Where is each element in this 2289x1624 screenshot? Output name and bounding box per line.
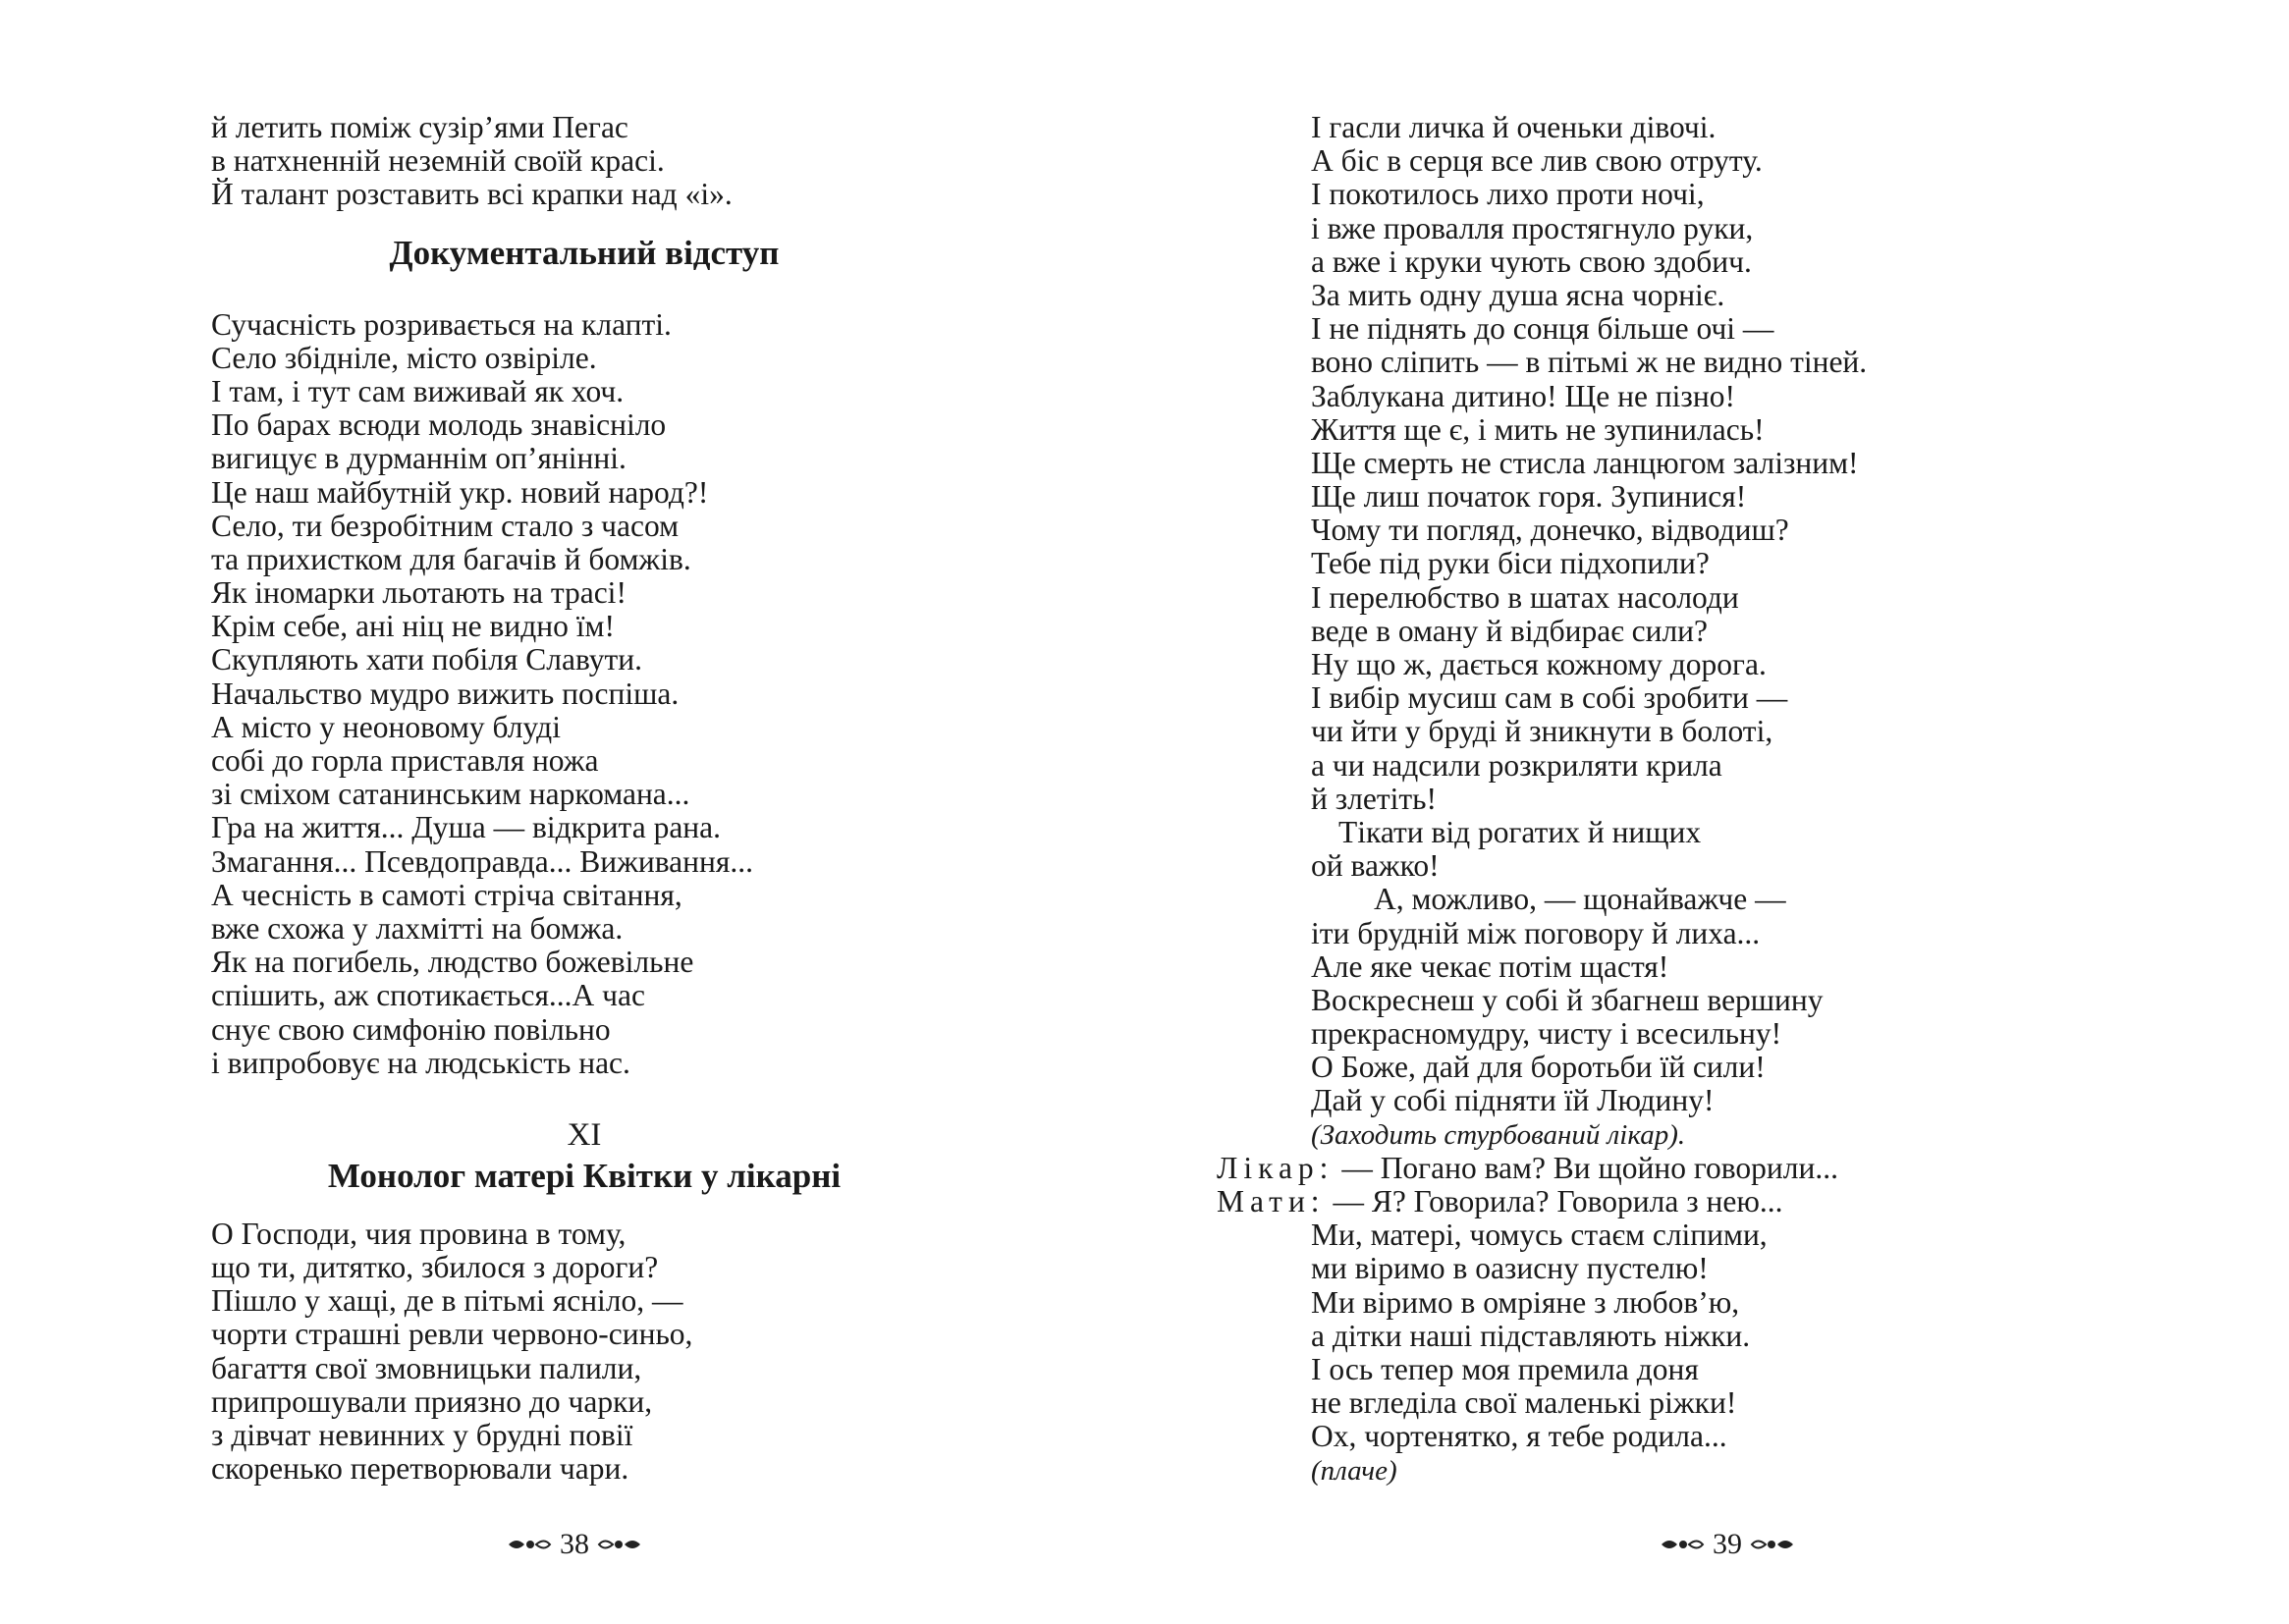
poem-line: Скупляють хати побіля Славути. bbox=[211, 642, 643, 677]
monologue-line: Пішло у хащі, де в пітьмі ясніло, — bbox=[211, 1283, 683, 1319]
poem-line: Воскреснеш у собі й збагнеш вершину bbox=[1311, 982, 1824, 1017]
indented-poem-line: Тікати від рогатих й нищих bbox=[1338, 814, 1702, 849]
poem-line: А біс в серця все лив свою отруту. bbox=[1311, 143, 1763, 179]
poem-line: Село, ти безробітним стало з часом bbox=[211, 508, 680, 543]
dialogue-text: — Погано вам? Ви щойно говорили... bbox=[1341, 1150, 1838, 1185]
poem-line: Ох, чортенятко, я тебе родила... bbox=[1311, 1419, 1727, 1454]
chapter-title: Монолог матері Квітки у лікарні bbox=[327, 1156, 842, 1195]
speaker-name: Лікар: bbox=[1217, 1150, 1335, 1185]
page-number-right bbox=[1660, 1528, 1795, 1561]
poem-line: А чесність в самоті стріча світання, bbox=[211, 877, 682, 912]
left-page bbox=[0, 0, 1144, 1624]
poem-line: Ще лиш початок горя. Зупинися! bbox=[1311, 479, 1747, 514]
poem-line: І ось тепер моя премила доня bbox=[1311, 1351, 1699, 1386]
left-text-column bbox=[211, 111, 957, 1486]
poem-line: Ну що ж, дається кожному дорога. bbox=[1311, 647, 1767, 681]
right-page bbox=[1144, 0, 2289, 1624]
flourish-icon bbox=[507, 1534, 552, 1555]
poem-line: І вибір мусиш сам в собі зробити — bbox=[1311, 680, 1788, 716]
dialogue-text: — Я? Говорила? Говорила з нею... bbox=[1333, 1184, 1783, 1218]
poem-line: а дітки наші підставляють ніжки. bbox=[1311, 1318, 1751, 1353]
poem-line: Ми, матері, чомусь стаєм сліпими, bbox=[1311, 1218, 1768, 1253]
monologue-line: чорти страшні ревли червоно-синьо, bbox=[211, 1317, 693, 1352]
poem-line: і випробовує на людськість нас. bbox=[211, 1045, 630, 1080]
poem-line: Гра на життя... Душа — відкрита рана. bbox=[211, 810, 722, 845]
poem-line: І покотилось лихо проти ночі, bbox=[1311, 177, 1705, 212]
poem-line: Дай у собі підняти їй Людину! bbox=[1311, 1083, 1715, 1118]
stage-direction: (Заходить стурбований лікар). bbox=[1311, 1118, 1686, 1151]
monologue-line: О Господи, чия провина в тому, bbox=[211, 1216, 627, 1251]
poem-line: не вгледіла свої маленькі ріжки! bbox=[1311, 1385, 1737, 1421]
speaker-name: Мати: bbox=[1217, 1184, 1326, 1218]
poem-line: вже схожа у лахмітті на бомжа. bbox=[211, 910, 624, 946]
chapter-number: XI bbox=[567, 1116, 602, 1153]
poem-line: Змагання... Псевдоправда... Виживання... bbox=[211, 843, 753, 879]
poem-line: Сучасність розривається на клапті. bbox=[211, 306, 672, 342]
poem-line: прекрасномудру, чисту і всесильну! bbox=[1311, 1016, 1782, 1052]
poem-line: О Боже, дай для боротьби їй сили! bbox=[1311, 1050, 1766, 1085]
poem-line: По барах всюди молодь знавісніло bbox=[211, 407, 667, 443]
right-text-column bbox=[1217, 110, 2097, 1488]
text-line: в натхненній неземній своїй красі. bbox=[211, 143, 665, 179]
monologue-line: багаття свої змовницьки палили, bbox=[211, 1350, 642, 1385]
poem-line: І не піднять до сонця більше очі — bbox=[1311, 311, 1774, 347]
poem-line: веде в оману й відбирає сили? bbox=[1311, 613, 1709, 648]
section-title: Документальний відступ bbox=[389, 233, 780, 272]
poem-line: Як на погибель, людство божевільне bbox=[211, 945, 694, 980]
poem-line: вигицує в дурманнім оп’янінні. bbox=[211, 441, 627, 476]
mother-dialogue-line bbox=[1217, 1185, 2097, 1218]
poem-line: Чому ти погляд, донечко, відводиш? bbox=[1311, 513, 1789, 548]
poem-line: Крім себе, ані ніц не видно їм! bbox=[211, 609, 615, 644]
poem-line: Життя ще є, і мить не зупинилась! bbox=[1311, 411, 1765, 447]
poem-line: ми віримо в оазисну пустелю! bbox=[1311, 1251, 1709, 1286]
flourish-icon bbox=[597, 1534, 642, 1555]
poem-line: собі до горла приставля ножа bbox=[211, 743, 599, 778]
poem-line: За мить одну душа ясна чорніє. bbox=[1311, 277, 1725, 312]
poem-line: Ми віримо в омріяне з любов’ю, bbox=[1311, 1284, 1740, 1320]
poem-line: а чи надсили розкриляти крила bbox=[1311, 747, 1722, 783]
poem-line: Це наш майбутній укр. новий народ?! bbox=[211, 474, 709, 510]
monologue-line: припрошували приязно до чарки, bbox=[211, 1383, 653, 1419]
poem-line: А місто у неоновому блуді bbox=[211, 709, 561, 744]
page-number: 39 bbox=[1713, 1528, 1742, 1560]
poem-line: ой важко! bbox=[1311, 848, 1440, 884]
poem-line: І гасли личка й оченьки дівочі. bbox=[1311, 110, 1717, 144]
text-line: Й талант розставить всі крапки над «і». bbox=[211, 177, 733, 212]
poem-line: зі сміхом сатанинським наркомана... bbox=[211, 777, 690, 812]
text-line: й летить поміж сузір’ями Пегас bbox=[211, 110, 628, 144]
poem-line: І перелюбство в шатах насолоди bbox=[1311, 579, 1739, 615]
poem-line: і вже провалля простягнуло руки, bbox=[1311, 210, 1754, 245]
poem-line: та прихистком для багачів й бомжів. bbox=[211, 541, 691, 576]
poem-line: спішить, аж спотикається...А час bbox=[211, 978, 645, 1013]
poem-line: воно сліпить — в пітьмі ж не видно тіней. bbox=[1311, 345, 1868, 380]
poem-line: а вже і круки чують свою здобич. bbox=[1311, 244, 1752, 279]
poem-line: Ще смерть не стисла ланцюгом залізним! bbox=[1311, 445, 1859, 480]
monologue-line: з дівчат невинних у брудні повії bbox=[211, 1418, 633, 1452]
poem-line: Начальство мудро вижить поспіша. bbox=[211, 676, 680, 711]
stage-direction: (плаче) bbox=[1311, 1454, 1397, 1487]
indented-poem-line: А, можливо, — щонайважче — bbox=[1374, 882, 1786, 917]
monologue-line: що ти, дитятко, збилося з дороги? bbox=[211, 1250, 659, 1285]
poem-line: Тебе під руки біси підхопили? bbox=[1311, 546, 1710, 581]
poem-line: Але яке чекає потім щастя! bbox=[1311, 948, 1669, 984]
flourish-icon bbox=[1750, 1534, 1795, 1555]
poem-line: Село збідніле, місто озвіріле. bbox=[211, 340, 597, 375]
poem-line: І там, і тут сам виживай як хоч. bbox=[211, 373, 625, 408]
poem-line: іти брудній між поговору й лиха... bbox=[1311, 915, 1761, 950]
poem-line: й злетіть! bbox=[1311, 781, 1438, 816]
poem-line: Як іномарки льотають на трасі! bbox=[211, 575, 627, 611]
poem-line: Заблукана дитино! Ще не пізно! bbox=[1311, 378, 1735, 413]
page-number: 38 bbox=[560, 1528, 589, 1560]
poem-line: снує свою симфонію повільно bbox=[211, 1011, 611, 1047]
monologue-line: скоренько перетворювали чари. bbox=[211, 1451, 629, 1487]
page-number-left bbox=[507, 1528, 642, 1561]
flourish-icon bbox=[1660, 1534, 1705, 1555]
doctor-dialogue-line bbox=[1217, 1152, 2097, 1185]
poem-line: чи йти у бруді й зникнути в болоті, bbox=[1311, 714, 1773, 749]
